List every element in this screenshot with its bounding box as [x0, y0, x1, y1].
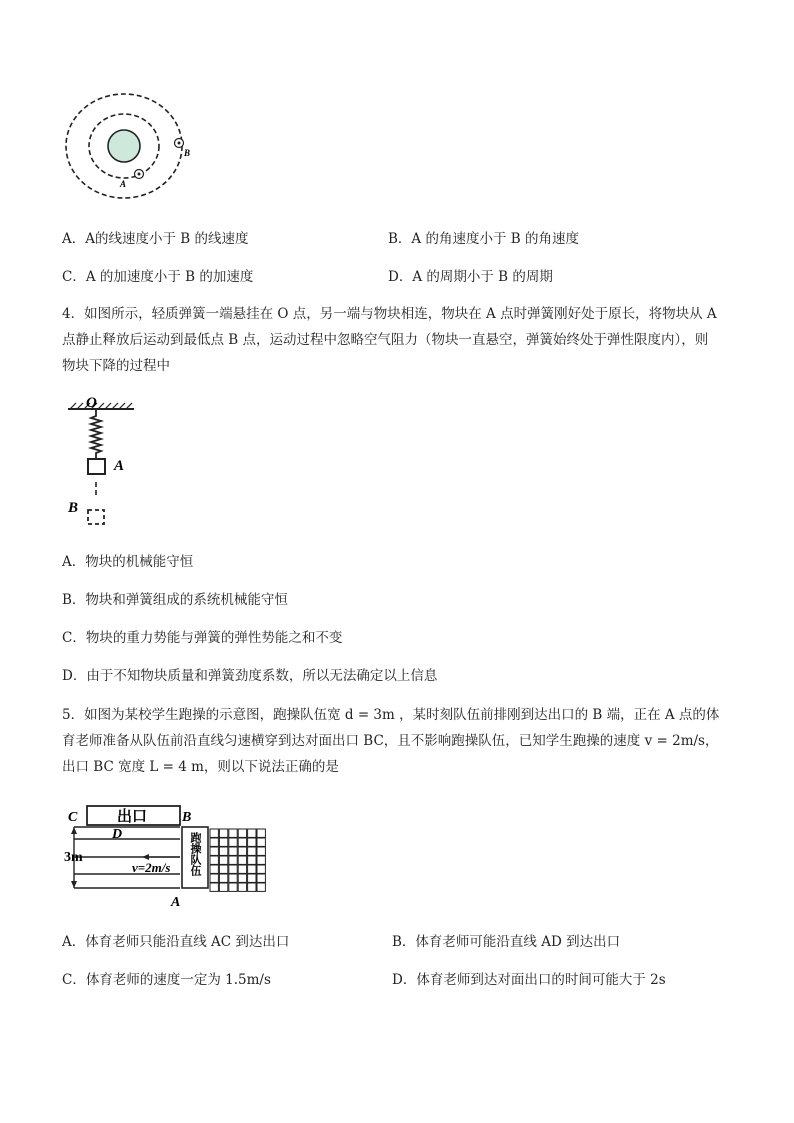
runner-cell	[257, 883, 265, 891]
runner-cell	[238, 829, 246, 837]
runner-cell	[219, 874, 227, 882]
runner-cell	[219, 865, 227, 873]
q5-option-d: D．体育老师到达对面出口的时间可能大于 2s	[392, 972, 666, 988]
label-c: C	[68, 810, 78, 825]
width-label: 3m	[64, 850, 83, 865]
runner-cell	[248, 838, 256, 846]
spring-figure	[62, 392, 152, 532]
runner-cell	[229, 856, 237, 864]
speed-label: v=2m/s	[132, 860, 171, 875]
runner-cell	[257, 865, 265, 873]
runner-cell	[238, 856, 246, 864]
runner-cell	[238, 865, 246, 873]
runner-cell	[248, 883, 256, 891]
runner-cell	[229, 847, 237, 855]
q4-option-a: A．物块的机械能守恒	[62, 554, 194, 570]
q4-stem-line3: 物块下降的过程中	[62, 358, 170, 374]
runner-cell	[229, 874, 237, 882]
runner-cell	[229, 829, 237, 837]
runner-cell	[229, 838, 237, 846]
q3-option-d: D．A 的周期小于 B 的周期	[388, 269, 553, 285]
q3-option-b: B．A 的角速度小于 B 的角速度	[388, 231, 579, 247]
runner-cell	[248, 829, 256, 837]
runner-cell	[238, 838, 246, 846]
runner-cell	[257, 874, 265, 882]
runner-cell	[229, 865, 237, 873]
runner-cell	[210, 865, 218, 873]
runner-cell	[248, 865, 256, 873]
block-b	[88, 510, 104, 524]
runner-cell	[219, 829, 227, 837]
label-d: D	[112, 827, 123, 842]
runner-cell	[219, 847, 227, 855]
runner-cell	[210, 847, 218, 855]
runner-cell	[238, 883, 246, 891]
q3-option-a: A．A的线速度小于 B 的线速度	[62, 231, 249, 247]
label-o: O	[86, 395, 97, 411]
q4-option-b: B．物块和弹簧组成的系统机械能守恒	[62, 592, 288, 608]
q5-stem-line2: 育老师准备从队伍前沿直线匀速横穿到达对面出口 BC，且不影响跑操队伍，已知学生跑操的速度 v = 2m/s，	[62, 733, 719, 749]
q4-stem-line1: 4．如图所示，轻质弹簧一端悬挂在 O 点，另一端与物块相连，物块在 A 点时弹簧刚好处于原长，将物块从 A	[62, 306, 717, 322]
runner-cell	[248, 847, 256, 855]
orbit-figure	[60, 88, 200, 200]
q5-option-a: A．体育老师只能沿直线 AC 到达出口	[62, 934, 290, 950]
runner-cell	[238, 874, 246, 882]
label-a: A	[171, 895, 181, 910]
q5-option-c: C．体育老师的速度一定为 1.5m/s	[62, 972, 271, 988]
q5-stem-line3: 出口 BC 宽度 L = 4 m，则以下说法正确的是	[62, 759, 339, 775]
runner-cell	[257, 829, 265, 837]
runner-cell	[210, 874, 218, 882]
runner-cell	[210, 838, 218, 846]
runner-cell	[210, 856, 218, 864]
block-a	[88, 459, 105, 474]
q4-option-d: D．由于不知物块质量和弹簧劲度系数，所以无法确定以上信息	[62, 668, 438, 684]
runner-cell	[248, 874, 256, 882]
q4-option-c: C．物块的重力势能与弹簧的弹性势能之和不变	[62, 630, 343, 646]
q4-stem-line2: 点静止释放后运动到最低点 B 点，运动过程中忽略空气阻力（物块一直悬空，弹簧始终处于弹性限度内），则	[62, 332, 709, 348]
team-label: 跑操队伍	[189, 832, 201, 876]
runner-grid	[210, 829, 265, 891]
q5-stem-line1: 5．如图为某校学生跑操的示意图，跑操队伍宽 d = 3m ，某时刻队伍前排刚到达出口的 B 端，正在 A 点的体	[62, 707, 720, 723]
label-b: B	[68, 500, 79, 516]
runner-cell	[257, 838, 265, 846]
runner-cell	[219, 883, 227, 891]
q5-option-b: B．体育老师可能沿直线 AD 到达出口	[392, 934, 621, 950]
label-a: A	[114, 458, 125, 474]
runner-cell	[229, 883, 237, 891]
label-b: B	[184, 148, 191, 158]
runner-cell	[248, 856, 256, 864]
q3-option-c: C．A 的加速度小于 B 的加速度	[62, 269, 254, 285]
central-planet	[108, 130, 140, 162]
track-figure	[62, 800, 272, 912]
label-a: A	[120, 179, 127, 189]
runner-cell	[257, 847, 265, 855]
exit-label: 出口	[117, 809, 148, 825]
spring	[91, 410, 101, 458]
runner-cell	[257, 856, 265, 864]
label-b: B	[182, 810, 192, 825]
runner-cell	[219, 838, 227, 846]
runner-cell	[238, 847, 246, 855]
runner-cell	[210, 883, 218, 891]
runner-cell	[210, 829, 218, 837]
runner-cell	[219, 856, 227, 864]
